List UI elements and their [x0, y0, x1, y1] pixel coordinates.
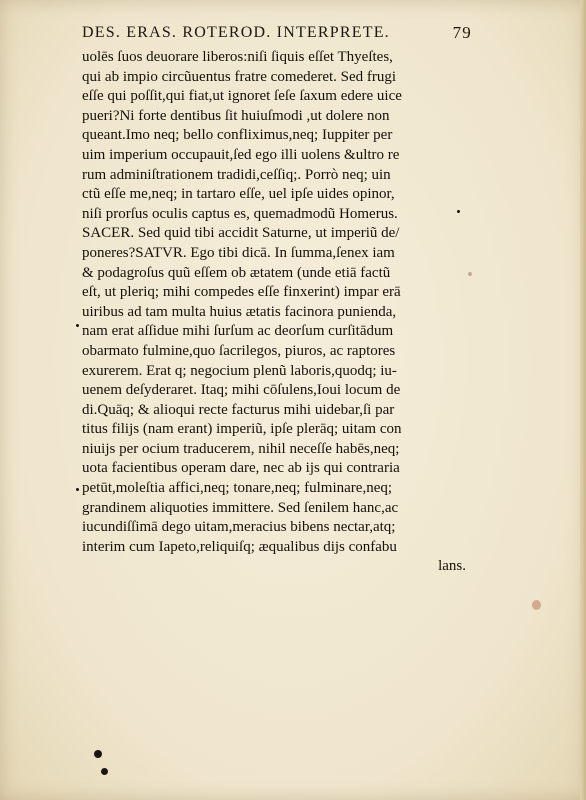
ink-spot	[94, 750, 102, 758]
text-line: queant.Imo neq; bello confliximus,neq; Iuppiter per	[82, 127, 393, 144]
ink-spot	[76, 324, 79, 327]
ink-spot	[457, 210, 460, 213]
text-line: uim imperium occupauit,ſed ego illi uolens &ultro re	[82, 146, 400, 163]
text-line: interim cum Iapeto,reliquiſq; æqualibus dijs confabu	[82, 538, 397, 555]
text-line: niuijs per ocium traducerem, nihil neceſſe habēs,neq;	[82, 440, 400, 457]
text-line: obarmato fulmine,quo ſacrilegos, piuros, ac raptores	[82, 342, 396, 359]
body-text	[82, 48, 466, 577]
text-line: grandinem aliquoties immittere. Sed ſenilem hanc,ac	[82, 499, 399, 516]
ink-spot	[76, 488, 79, 491]
text-line: titus filijs (nam erant) imperiũ, ipſe plerāq; uitam con	[82, 421, 402, 438]
text-line: SACER. Sed quid tibi accidit Saturne, ut imperiũ de/	[82, 225, 400, 242]
text-line: rum adminiſtrationem tradidi,ceſſiq;. Porrò neq; uin	[82, 166, 391, 183]
page-header	[82, 24, 472, 46]
page-edge	[580, 0, 586, 800]
text-line: pueri?Ni forte dentibus ſit huiuſmodi ,ut dolere non	[82, 107, 390, 124]
text-line: & podagroſus quũ eſſem ob ætatem (unde etiā factũ	[82, 264, 391, 281]
text-line: ctũ eſſe me,neq; in tartaro eſſe, uel ipſe uides opinor,	[82, 186, 395, 203]
text-line: eſt, ut pleriq; mihi compedes eſſe finxerint) impar erā	[82, 284, 401, 301]
paper-stain	[468, 272, 472, 276]
text-line: nam erat aſſidue mihi ſurſum ac deorſum curſitādum	[82, 323, 394, 340]
paper-stain	[532, 600, 541, 610]
text-line: uenem deſyderaret. Itaq; mihi cōſulens,Ioui locum de	[82, 382, 401, 399]
text-line: uota facientibus operam dare, nec ab ijs qui contraria	[82, 460, 400, 477]
text-line: eſſe qui poſſit,qui fiat,ut ignoret ſeſe ſaxum edere uice	[82, 88, 402, 105]
text-line: iucundiſſimā dego uitam,meracius bibens nectar,atq;	[82, 519, 396, 536]
text-line-final: lans.	[438, 558, 466, 575]
text-line: exurerem. Erat q; negocium plenũ laboris,quodq; iu-	[82, 362, 397, 379]
page-number: 79	[452, 23, 472, 42]
text-line: poneres?SATVR. Ego tibi dicā. In ſumma,ſenex iam	[82, 244, 395, 261]
text-line: niſi prorſus oculis captus es, quemadmodũ Homerus.	[82, 205, 398, 222]
text-line: uolēs ſuos deuorare liberos:niſi ſiquis eſſet Thyeſtes,	[82, 49, 393, 65]
text-line: di.Quāq; & alioqui recte facturus mihi uidebar,ſi par	[82, 401, 395, 418]
text-line: petūt,moleſtia affici,neq; tonare,neq; fulminare,neq;	[82, 480, 393, 497]
ink-spot	[101, 768, 108, 775]
text-line: qui ab impio circũuentus fratre comederet. Sed frugi	[82, 68, 397, 85]
running-title: DES. ERAS. ROTEROD. INTERPRETE.	[82, 24, 390, 41]
text-line: uiribus ad tam multa huius ætatis facinora punienda,	[82, 303, 397, 320]
